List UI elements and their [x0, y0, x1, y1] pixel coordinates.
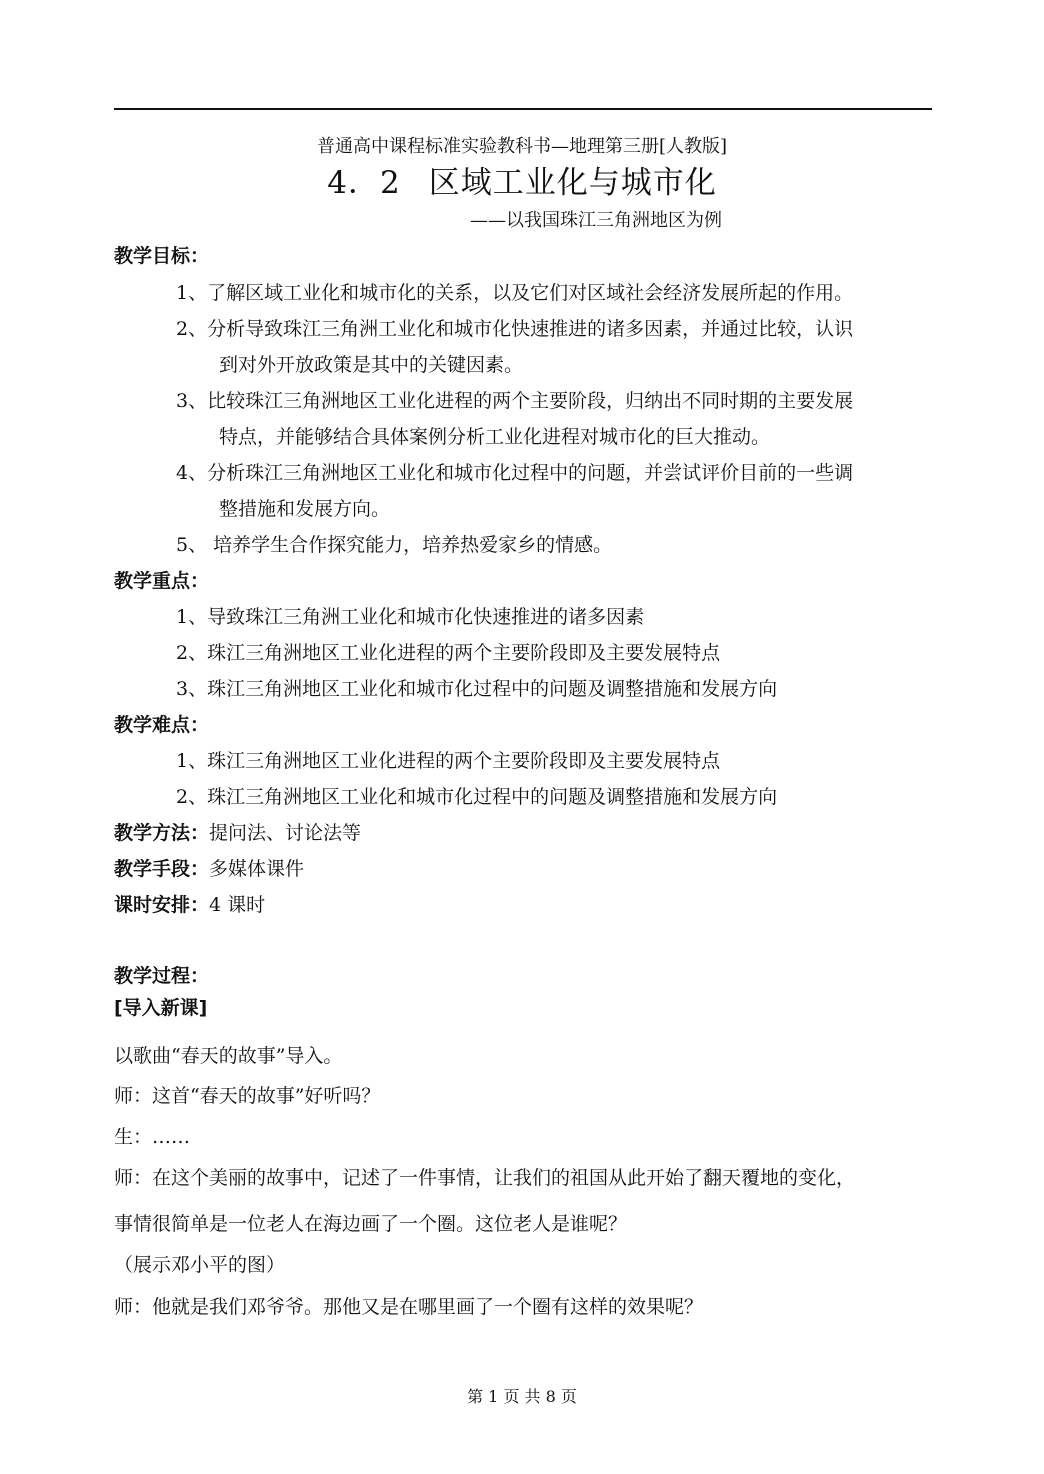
lesson-title: [0, 157, 1044, 202]
page-footer: 第 1 页 共 8 页: [467, 1387, 577, 1406]
objectives-heading: 教学目标：: [114, 245, 210, 267]
objective-text: 培养学生合作探究能力，培养热爱家乡的情感。: [207, 534, 613, 556]
teaching-method: [114, 818, 361, 845]
objective-number: 3、: [176, 390, 208, 412]
teaching-means-label: 教学手段：: [114, 858, 210, 880]
objective-text: 分析导致珠江三角洲工业化和城市化快速推进的诸多因素，并通过比较，认识: [207, 318, 854, 340]
dialogue-line: 以歌曲“春天的故事”导入。: [114, 1045, 343, 1067]
dialogue-line: 师：他就是我们邓爷爷。那他又是在哪里画了一个圈有这样的效果呢？: [114, 1296, 704, 1318]
key-point-item: 1、导致珠江三角洲工业化和城市化快速推进的诸多因素: [176, 606, 645, 628]
class-schedule-value: 4 课时: [209, 894, 266, 916]
objective-item-4: [176, 458, 853, 485]
objective-number: 2、: [176, 318, 208, 340]
dialogue-line: 师：在这个美丽的故事中，记述了一件事情，让我们的祖国从此开始了翻天覆地的变化，: [114, 1167, 856, 1189]
lesson-title-text: 区域工业化与城市化: [428, 165, 717, 201]
objective-item-5: [176, 530, 612, 557]
textbook-series-line: 普通高中课程标准实验教科书—地理第三册[人教版]: [316, 136, 728, 157]
objective-item-1: [176, 278, 853, 305]
teaching-method-label: 教学方法：: [114, 822, 210, 844]
objective-number: 1、: [176, 282, 208, 304]
process-section-title: [导入新课]: [114, 997, 208, 1019]
lesson-subtitle: ——以我国珠江三角洲地区为例: [470, 210, 722, 231]
process-heading: 教学过程：: [114, 965, 210, 987]
objective-number: 4、: [176, 462, 208, 484]
objective-item-4-continued: 整措施和发展方向。: [219, 498, 391, 520]
class-schedule-label: 课时安排：: [114, 894, 210, 916]
key-point-item: 3、珠江三角洲地区工业化和城市化过程中的问题及调整措施和发展方向: [176, 678, 778, 700]
objective-item-3-continued: 特点，并能够结合具体案例分析工业化进程对城市化的巨大推动。: [219, 426, 771, 448]
key-point-item: 2、珠江三角洲地区工业化进程的两个主要阶段即及主要发展特点: [176, 642, 721, 664]
teaching-method-value: 提问法、讨论法等: [209, 822, 362, 844]
lesson-number: 4．2: [327, 165, 401, 201]
header-rule: [114, 108, 932, 110]
teaching-means: [114, 854, 304, 881]
difficulties-heading: 教学难点：: [114, 714, 210, 736]
objective-number: 5、: [176, 534, 208, 556]
objective-item-2-continued: 到对外开放政策是其中的关键因素。: [219, 354, 524, 376]
dialogue-line: （展示邓小平的图）: [114, 1254, 286, 1276]
teaching-means-value: 多媒体课件: [209, 858, 305, 880]
dialogue-line: 师：这首“春天的故事”好听吗？: [114, 1085, 381, 1107]
dialogue-line: 生：……: [114, 1126, 191, 1148]
key-points-heading: 教学重点：: [114, 570, 210, 592]
dialogue-line: 事情很简单是一位老人在海边画了一个圈。这位老人是谁呢？: [114, 1213, 628, 1235]
class-schedule: [114, 890, 265, 917]
objective-text: 分析珠江三角洲地区工业化和城市化过程中的问题，并尝试评价目前的一些调: [207, 462, 854, 484]
difficulty-item: 1、珠江三角洲地区工业化进程的两个主要阶段即及主要发展特点: [176, 750, 721, 772]
objective-text: 比较珠江三角洲地区工业化进程的两个主要阶段，归纳出不同时期的主要发展: [207, 390, 854, 412]
objective-item-2: [176, 314, 853, 341]
difficulty-item: 2、珠江三角洲地区工业化和城市化过程中的问题及调整措施和发展方向: [176, 786, 778, 808]
objective-item-3: [176, 386, 853, 413]
objective-text: 了解区域工业化和城市化的关系，以及它们对区域社会经济发展所起的作用。: [207, 282, 854, 304]
